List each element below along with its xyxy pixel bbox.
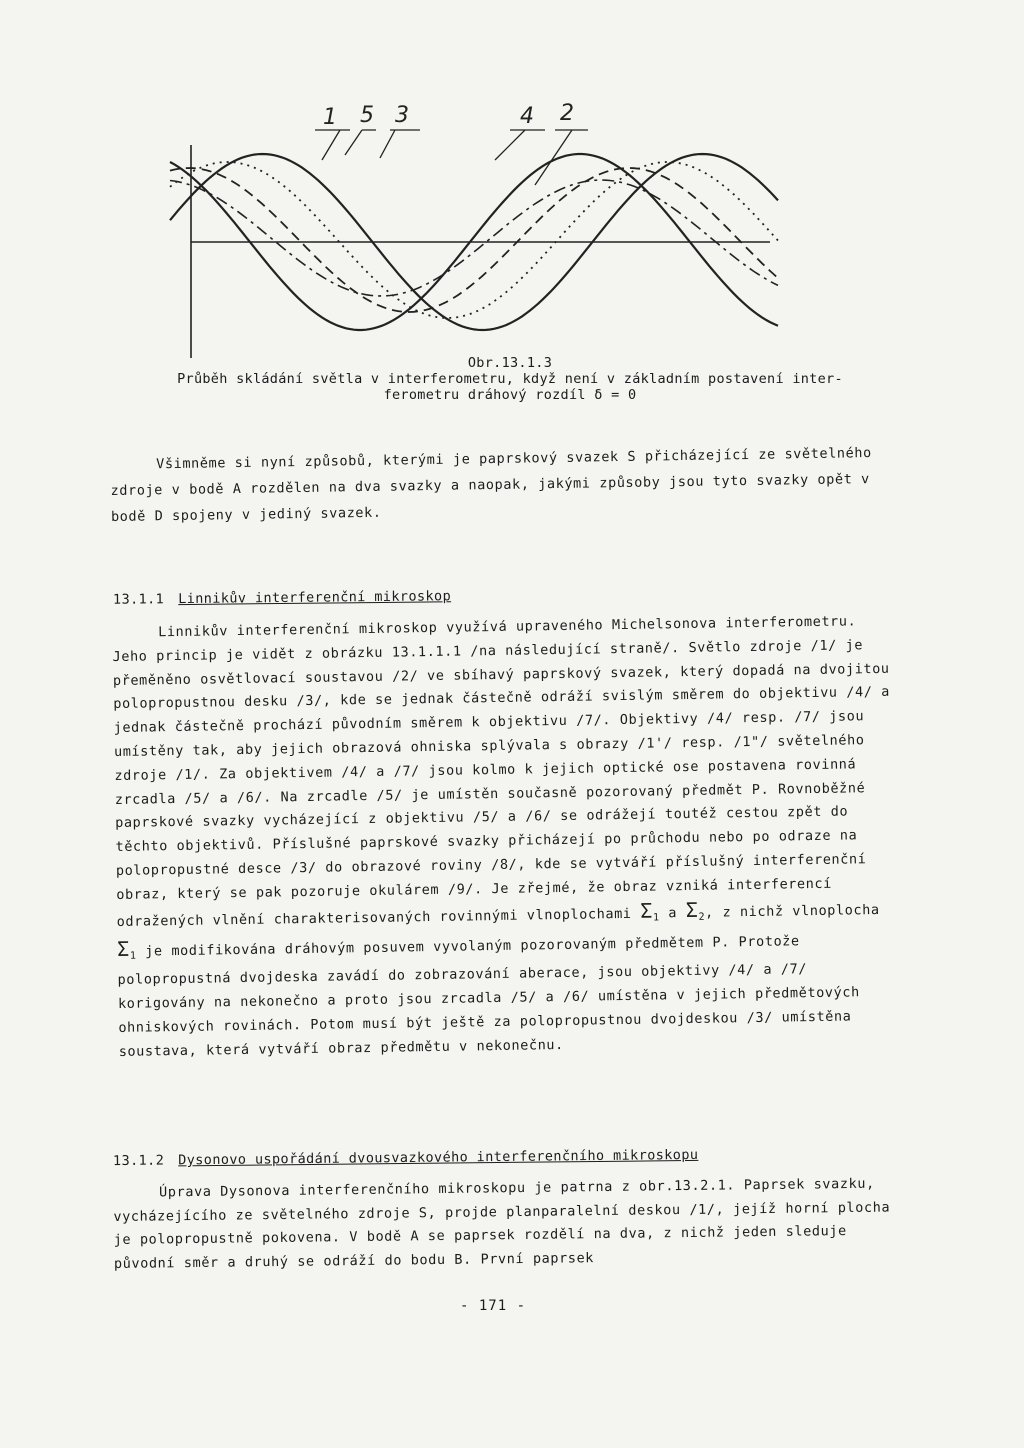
caption-line-1: Průběh skládání světla v interferometru, když není v základním postavení inter- (177, 371, 843, 387)
section-title-1: Linnikův interferenční mikroskop (178, 588, 452, 608)
sigma-symbol-2: Σ (685, 897, 699, 922)
section-title-2: Dysonovo uspořádání dvousvazkového interferenčního mikroskopu (178, 1146, 699, 1169)
sigma-subscript-2: 2 (698, 911, 706, 923)
sigma-subscript-3: 1 (129, 951, 137, 963)
section-2-text: Úprava Dysonova interferenčního mikroskopu je patrna z obr.13.2.1. Paprsek svazku, vycházejícího ze světelného zdroje S, projde planparalelní deskou /1/, jejíž horní plocha je polopropustně pokovena. V bodě A se paprsek rozdělí na dva, z nichž jeden sleduje původní směr a druhý se odráží do bodu B. První paprsek (113, 1175, 891, 1272)
intro-text: Všimněme si nyní způsobů, kterými je paprskový svazek S přicházející ze světelného zdroje v bodě A rozdělen na dva svazky a naopak, jakými způsoby jsou tyto svazky opět v bodě D spojeny v jediný svazek. (110, 445, 872, 525)
section-heading-2 (113, 1147, 699, 1169)
wave-5 (170, 162, 778, 318)
sigma-symbol-1: Σ (640, 898, 654, 923)
curve-label-5: 5 (360, 103, 374, 128)
sigma-subscript-1: 1 (652, 911, 660, 924)
intro-paragraph (110, 440, 891, 530)
curve-label-1: 1 (323, 105, 337, 130)
page-number: - 171 - (460, 1298, 527, 1314)
section-2-paragraph (113, 1172, 894, 1276)
section-number-2: 13.1.2 (112, 1152, 165, 1170)
section-1-text-a: Linnikův interferenční mikroskop využívá upraveného Michelsonova interferometru. Jeho princip je vidět z obrázku 13.1.1.1 /na následující straně/. Světlo zdroje /1/ je přeměněno osvětlovací soustavou /2/ ve sbíhavý paprskový svazek, který dopadá na dvojitou polopropustnou desku /3/, kde se jednak částečně odráží svislým směrem do objektivu /4/ a jednak částečně prochází původním směrem k objektivu /7/. Objektivy /4/ resp. /7/ jsou umístěny tak, aby jejich obrazová ohniska splývala s obrazy /1'/ resp. /1"/ světelného zdroje /1/. Za objektivem /4/ a /7/ jsou kolmo k jejich optické ose postavena rovinná zrcadla /5/ a /6/. Na zrcadle /5/ je umístěn současně pozorovaný předmět P. Rovnoběžné paprskové svazky vycházející z objektivu /5/ a /6/ se odrážejí toutéž cestou zpět do těchto objektivů. Příslušné paprskové svazky přicházejí po průchodu nebo po odraze na polopropustné desce /3/ do obrazové roviny /8/, kde se vytváří příslušný interferenční obraz, který se pak pozoruje okulárem /9/. Je zřejmé, že obraz vzniká interferencí odražených vlnění charakterisovaných rovinnými vlnoplochami (112, 613, 891, 930)
section-1-text-b: , z nichž vlnoplocha (704, 901, 880, 921)
curve-label-4: 4 (520, 104, 534, 129)
section-number-1: 13.1.1 (112, 591, 165, 608)
leader-lines (315, 130, 588, 185)
curve-label-3: 3 (395, 103, 409, 128)
wave-3 (170, 168, 778, 312)
sigma-symbol-3: Σ (116, 937, 130, 962)
figure-number: Obr.13.1.3 (467, 355, 553, 371)
conjunction: a (668, 904, 678, 921)
curve-label-2: 2 (560, 101, 574, 126)
section-1-text-c: je modifikována dráhovým posuvem vyvolaným pozorovaným předmětem P. Protože polopropustná dvojdeska zavádí do zobrazování aberace, jsou objektivy /4/ a /7/ korigovány na nekonečno a proto jsou zrcadla /5/ a /6/ umístěna v jejich předmětových ohniskových rovinách. Potom musí být ještě za polopropustnou dvojdeskou /3/ umístěna soustava, která vytváří obraz předmětu v nekonečnu. (117, 933, 860, 1060)
section-1-paragraph (112, 610, 899, 1065)
wave-figure (140, 90, 820, 380)
caption-line-2: ferometru dráhový rozdíl δ = 0 (383, 387, 637, 403)
section-heading-1 (113, 588, 451, 608)
figure-caption (110, 355, 910, 403)
